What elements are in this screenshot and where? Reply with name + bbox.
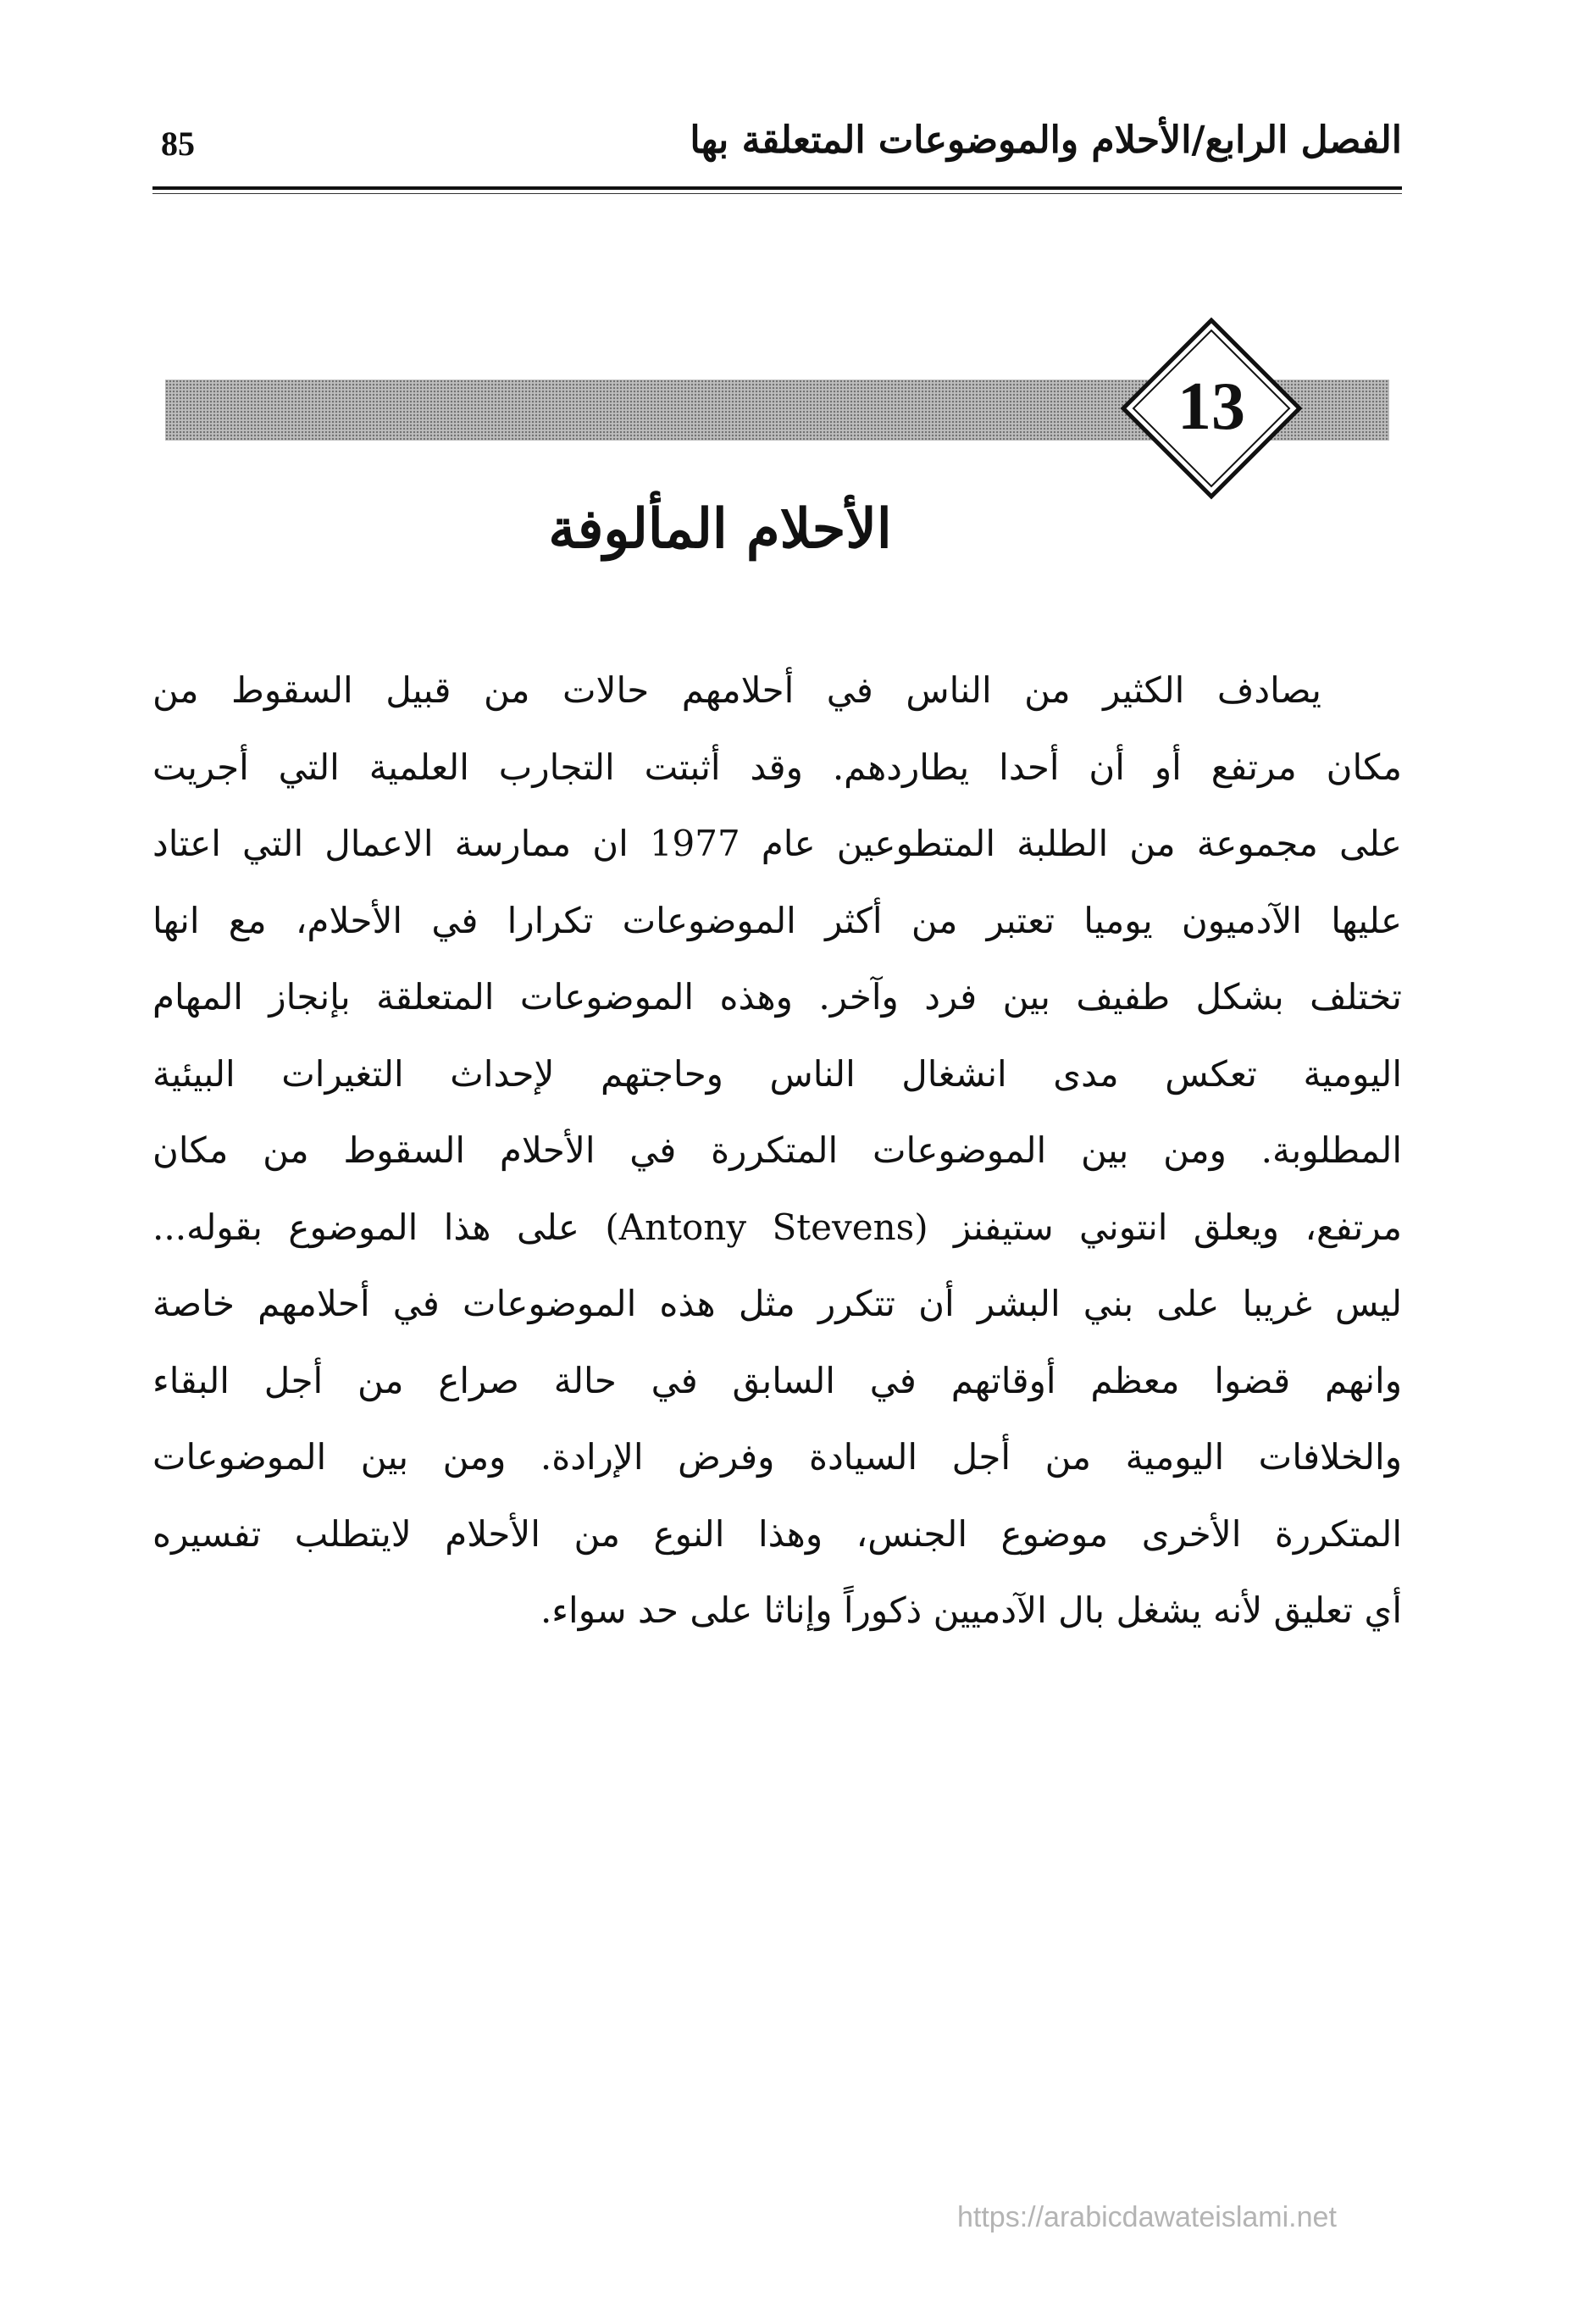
header-rule bbox=[152, 186, 1402, 190]
watermark-url: https://arabicdawateislami.net bbox=[957, 2201, 1337, 2233]
body-line: يصادف الكثير من الناس في أحلامهم حالات من قبيل السقوط من bbox=[152, 669, 1321, 711]
chapter-number-badge bbox=[1118, 315, 1305, 502]
body-line: وانهم قضوا معظم أوقاتهم في السابق في حالة صراع من أجل البقاء bbox=[152, 1359, 1402, 1401]
body-line: أي تعليق لأنه يشغل بال الآدميين ذكوراً وإناثا على حد سواء. bbox=[540, 1589, 1402, 1631]
body-line: مرتفع، ويعلق انتوني ستيفنز (Antony Stevens) على هذا الموضوع بقوله... bbox=[152, 1206, 1402, 1248]
body-line: اليومية تعكس مدى انشغال الناس وحاجتهم لإحداث التغيرات البيئية bbox=[152, 1052, 1402, 1095]
body-line: مكان مرتفع أو أن أحدا يطاردهم. وقد أثبتت التجارب العلمية التي أجريت bbox=[152, 746, 1402, 788]
body-text bbox=[152, 652, 1402, 1650]
running-header bbox=[152, 119, 1402, 186]
header-rule-thin bbox=[152, 193, 1402, 194]
chapter-number: 13 bbox=[1177, 369, 1245, 444]
body-line: عليها الآدميون يوميا تعتبر من أكثر الموضوعات تكرارا في الأحلام، مع انها bbox=[152, 899, 1402, 941]
body-line: المتكررة الأخرى موضوع الجنس، وهذا النوع من الأحلام لايتطلب تفسيره bbox=[152, 1512, 1402, 1555]
page-number: 85 bbox=[161, 125, 195, 163]
body-line: ليس غريبا على بني البشر أن تتكرر مثل هذه الموضوعات في أحلامهم خاصة bbox=[152, 1283, 1402, 1324]
body-line: المطلوبة. ومن بين الموضوعات المتكررة في الأحلام السقوط من مكان bbox=[152, 1129, 1402, 1171]
body-line: على مجموعة من الطلبة المتطوعين عام 1977 ان ممارسة الاعمال التي اعتاد bbox=[152, 823, 1402, 864]
body-line: تختلف بشكل طفيف بين فرد وآخر. وهذه الموضوعات المتعلقة بإنجاز المهام bbox=[152, 976, 1402, 1018]
chapter-title: الأحلام المألوفة bbox=[548, 497, 892, 561]
body-line: والخلافات اليومية من أجل السيادة وفرض الإرادة. ومن بين الموضوعات bbox=[152, 1436, 1402, 1478]
running-header-title: الفصل الرابع/الأحلام والموضوعات المتعلقة بها bbox=[690, 119, 1402, 162]
